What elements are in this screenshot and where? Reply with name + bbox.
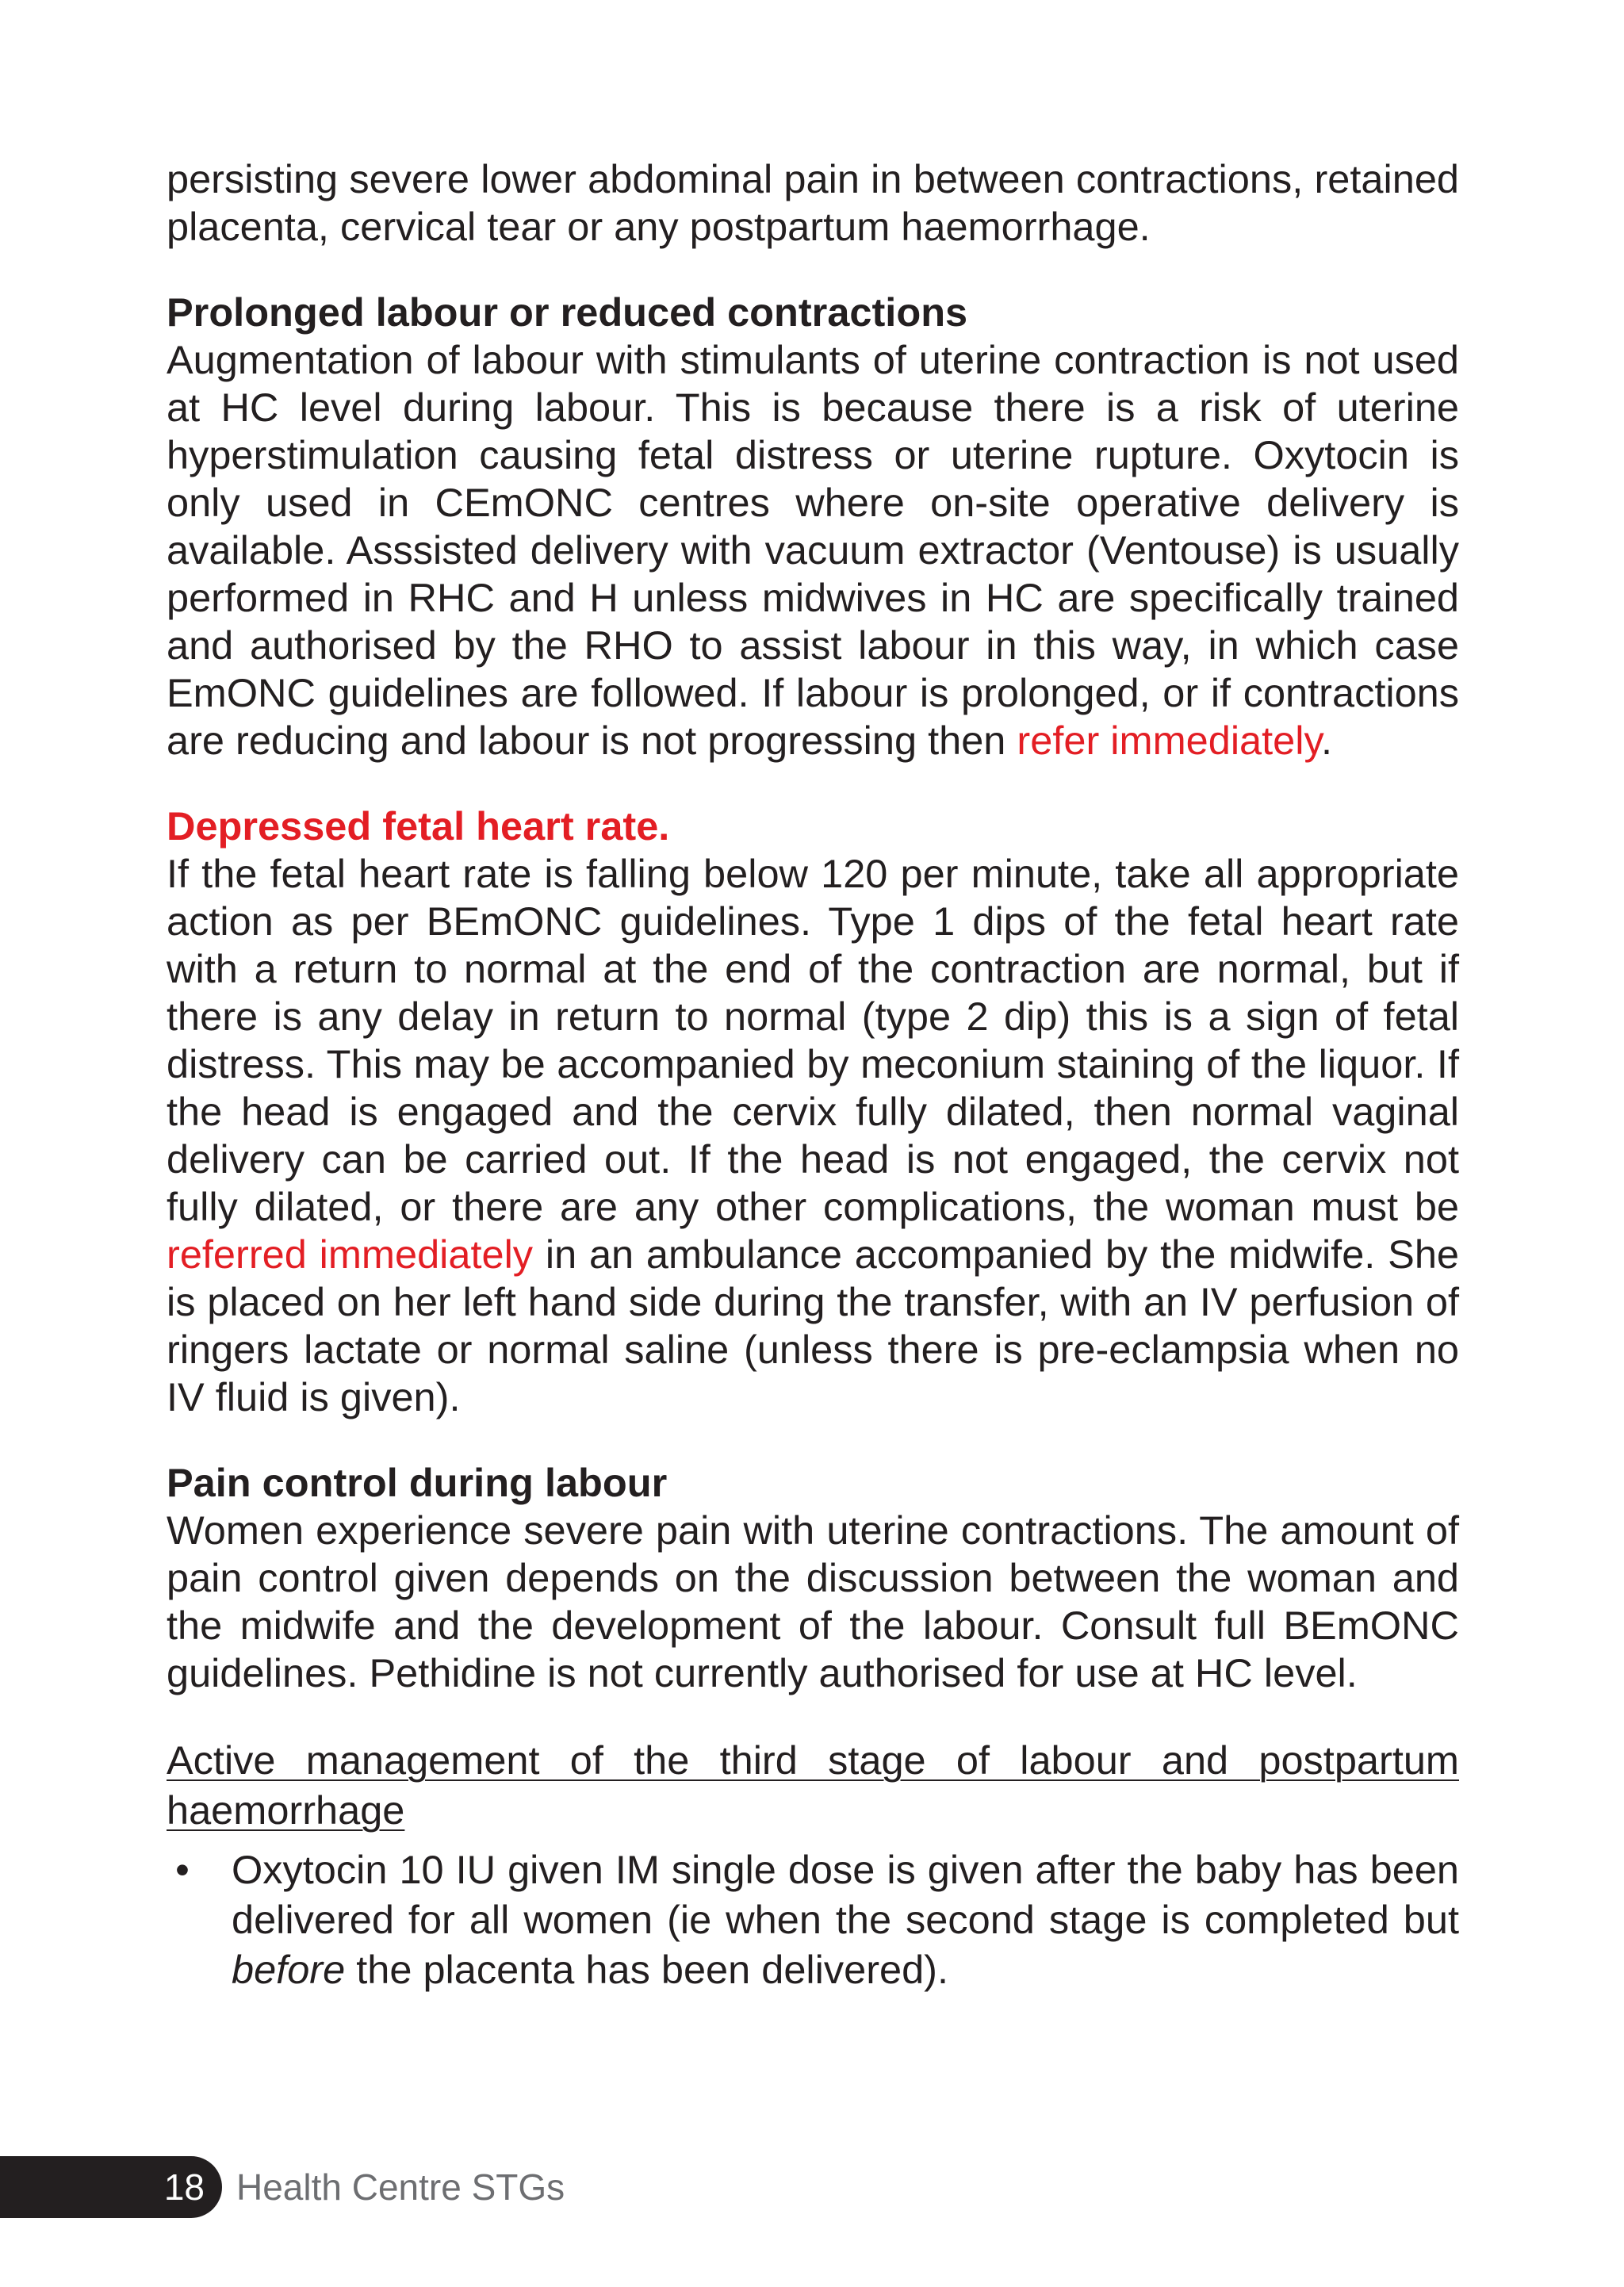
page-footer	[0, 2156, 565, 2218]
fetal-heart-section	[167, 803, 1459, 1421]
intro-paragraph	[167, 155, 1459, 251]
fetal-heart-heading: Depressed fetal heart rate.	[167, 803, 670, 849]
intro-text: persisting severe lower abdominal pain in between contractions, retained placenta, cervical tear or any postpartum haemorrhage.	[167, 156, 1459, 249]
fetal-heart-body: If the fetal heart rate is falling below 120 per minute, take all appropriate action as per BEmONC guidelines. Type 1 dips of the fetal heart rate with a return to normal at the end of the contraction are normal, but if there is any delay in return to normal (type 2 dip) this is a sign of fetal distress. This may be accompanied by meconium staining of the liquor. If the head is engaged and the cervix fully dilated, then normal vaginal delivery can be carried out. If the head is not engaged, the cervix not fully dilated, or there are any other complications, the woman must be	[167, 851, 1459, 1229]
fetal-heart-paragraph	[167, 850, 1459, 1421]
bullet-text-start: Oxytocin 10 IU given IM single dose is given after the baby has been delivered for all women (ie when the second stage is completed but	[232, 1847, 1459, 1942]
bullet-text-end: the placenta has been delivered).	[345, 1947, 949, 1992]
active-management-section	[167, 1735, 1459, 1994]
document-page	[167, 155, 1459, 1994]
page-number-tab	[0, 2156, 222, 2218]
pain-control-heading: Pain control during labour	[167, 1460, 668, 1505]
prolonged-labour-body: Augmentation of labour with stimulants of uterine contraction is not used at HC level during labour. This is because there is a risk of uterine hyperstimulation causing fetal distress or uterine rupture. Oxytocin is only used in CEmONC centres where on-site operative delivery is available. Asssisted delivery with vacuum extractor (Ventouse) is usually performed in RHC and H unless midwives in HC are specifically trained and authorised by the RHO to assist labour in this way, in which case EmONC guidelines are followed. If labour is prolonged, or if contractions are reducing and labour is not progressing then	[167, 337, 1459, 763]
active-management-heading: Active management of the third stage of labour and postpartum haemorrhage	[167, 1737, 1459, 1833]
bullet-icon: •	[175, 1847, 190, 1892]
referred-immediately-emphasis: referred immediately	[167, 1232, 534, 1277]
prolonged-labour-section	[167, 289, 1459, 764]
bullet-text-italic: before	[232, 1947, 346, 1992]
prolonged-labour-heading: Prolonged labour or reduced contractions	[167, 289, 968, 335]
prolonged-labour-end: .	[1320, 718, 1332, 763]
fetal-heart-body-end: in an ambulance accompanied by the midwife. She is placed on her left hand side during the transfer, with an IV perfusion of ringers lactate or normal saline (unless there is pre-eclampsia when no IV fluid is given).	[167, 1232, 1459, 1419]
prolonged-labour-paragraph	[167, 336, 1459, 764]
pain-control-body: Women experience severe pain with uterine contractions. The amount of pain control given depends on the discussion between the woman and the midwife and the development of the labour. Consult full BEmONC guidelines. Pethidine is not currently authorised for use at HC level.	[167, 1507, 1459, 1695]
pain-control-paragraph	[167, 1507, 1459, 1697]
footer-title: Health Centre STGs	[236, 2166, 565, 2208]
refer-immediately-emphasis: refer immediately	[1017, 718, 1321, 763]
pain-control-section	[167, 1459, 1459, 1697]
page-number: 18	[163, 2166, 205, 2208]
active-management-list	[167, 1845, 1459, 1994]
list-item	[167, 1845, 1459, 1994]
